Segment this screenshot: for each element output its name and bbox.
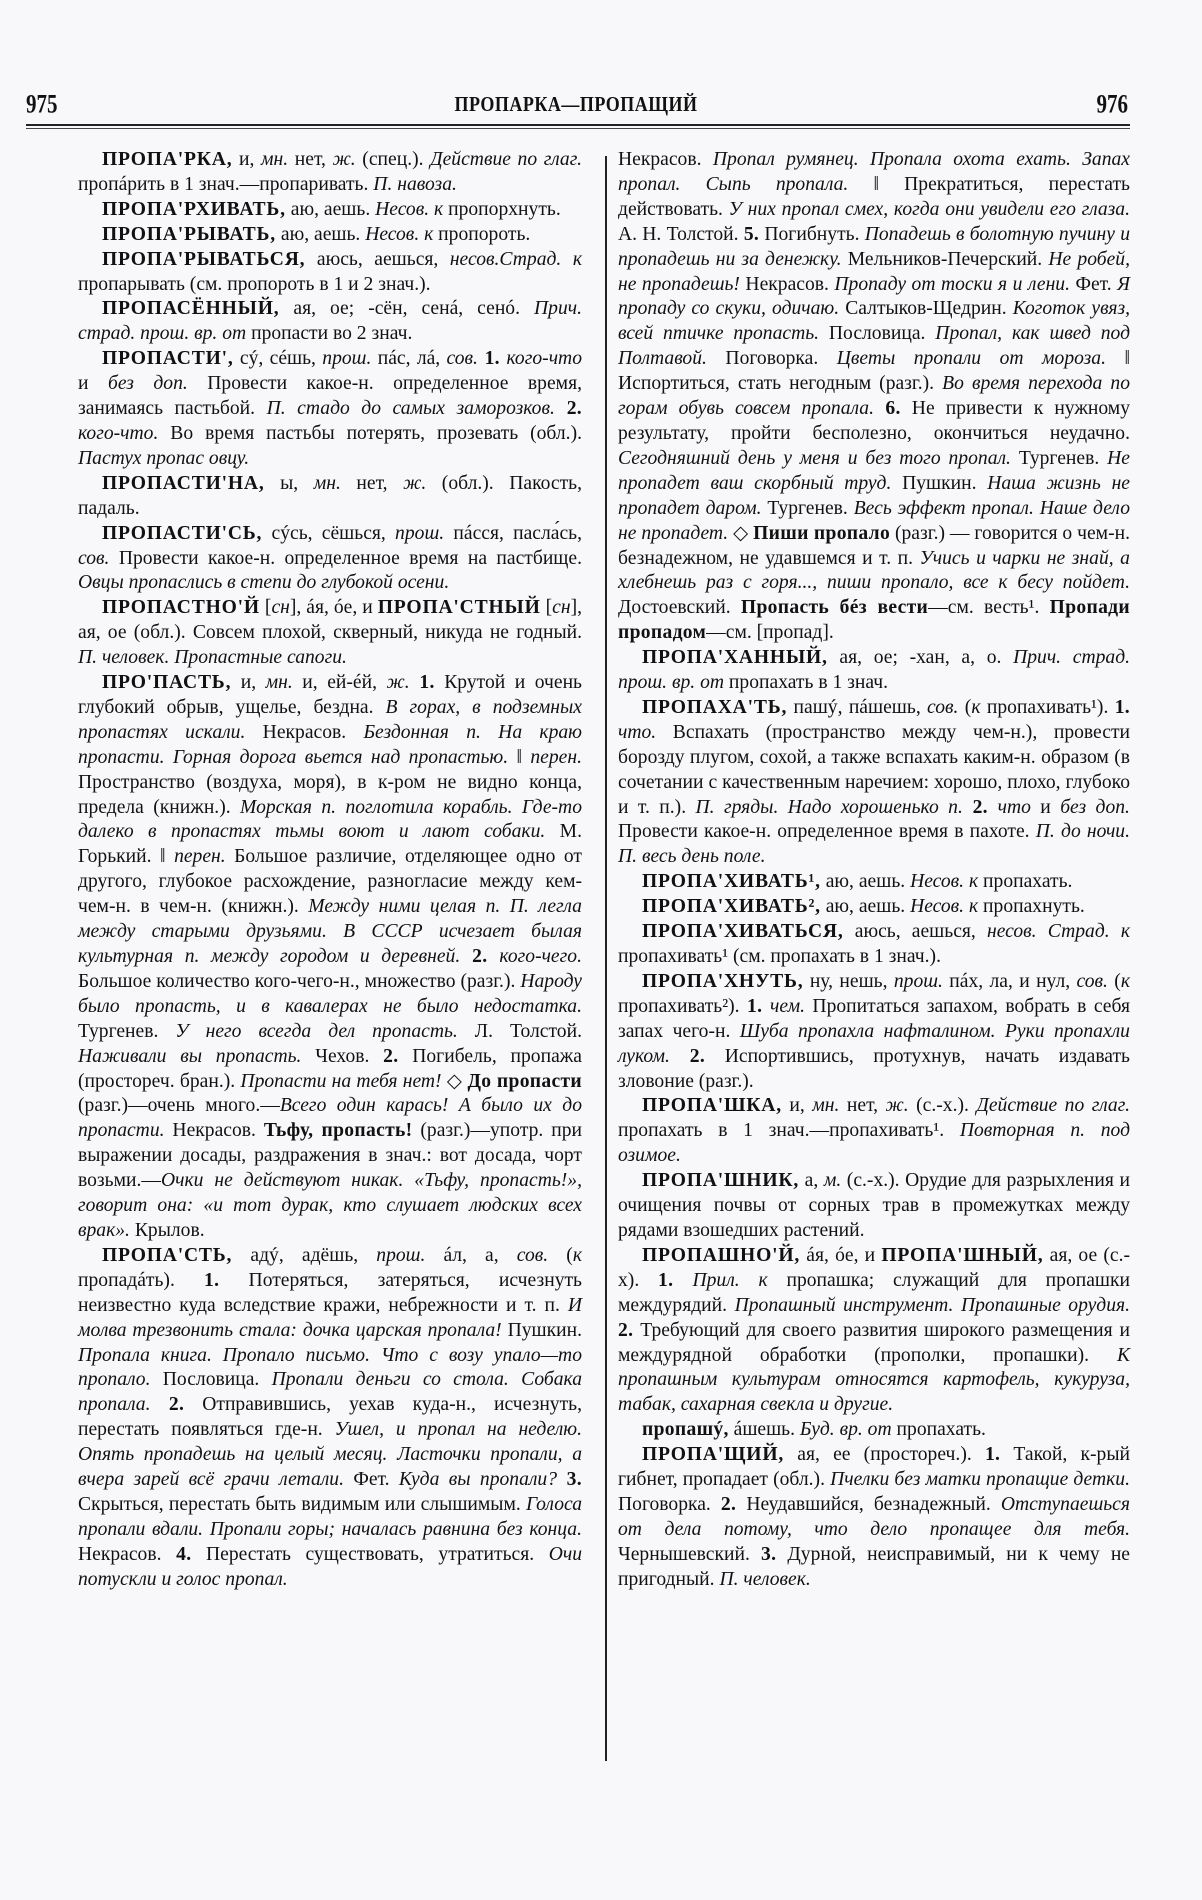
headword: ПРОПА'РЫВАТЬСЯ, [102, 248, 306, 270]
entry-text: Во время пастьбы потерять, прозевать (обл.). [158, 422, 582, 444]
dictionary-entry [78, 297, 582, 347]
headword: ПРОПАСТИ', [102, 348, 234, 370]
entry-text: П. навоза. [373, 173, 457, 195]
dictionary-entry [618, 870, 1130, 895]
entry-text: пашý, пáшешь, [787, 696, 928, 718]
entry-text: сов. [1076, 970, 1108, 992]
entry-text: пропахать. [978, 871, 1073, 893]
entry-text: аюсь, аешься, [843, 921, 987, 943]
entry-text: —см. весть¹. [928, 597, 1050, 619]
entry-text: Наша жизнь не пропадет даром. [618, 472, 1130, 519]
entry-text: пáх, ла, и нул, [942, 970, 1077, 992]
entry-text: мн. [812, 1095, 840, 1117]
entry-text: 6. [873, 398, 901, 420]
entry-text: Большое количество кого-чего-н., множество (разг.). [78, 970, 521, 992]
entry-text: ◇ [441, 1070, 468, 1092]
entry-text: Поговорка. [618, 1493, 721, 1515]
entry-text: Крылов. [129, 1219, 205, 1241]
dictionary-entry [618, 970, 1130, 1095]
headword: ПРОПАШНО'Й, [642, 1244, 801, 1266]
entry-text: и, [781, 1095, 813, 1117]
entry-text: —см. [пропад]. [706, 622, 834, 644]
entry-text: Пушкин. [501, 1319, 582, 1341]
entry-text: адý, адёшь, [232, 1244, 377, 1266]
entry-text: перен. [530, 746, 582, 768]
entry-text: и, ей-éй, [292, 672, 387, 694]
entry-text: Достоевский. [618, 597, 741, 619]
entry-text: пропахивать¹). [980, 696, 1115, 718]
entry-text: Пословица. [819, 323, 936, 345]
entry-text: Отправившись, уехав куда-н., исчезнуть, перестать появляться где-н. [78, 1394, 583, 1441]
entry-text: к [1120, 970, 1130, 992]
dictionary-entry [78, 223, 582, 248]
entry-text: прош. [376, 1244, 426, 1266]
entry-text: (спец.). [355, 149, 431, 170]
entry-text: ая, ое; -сён, сенá, сенó. [279, 298, 534, 320]
entry-text: Провести какое-н. определенное время на пастбище. [109, 547, 582, 569]
entry-text: ая, ее (простореч.). [784, 1444, 985, 1466]
entry-text: кого-что. [78, 422, 159, 444]
entry-text: Поговорка. [706, 348, 837, 370]
entry-text: (разг.) — говорится о чем-н. безнадежном, не удавшемся и т. п. [618, 522, 1130, 569]
entry-text: Испортившись, протухнув, начать издавать зловоние (разг.). [618, 1045, 1130, 1092]
entry-text: Народу было пропасть, и в кавалерах не было недостатка. [78, 970, 582, 1017]
entry-text: Некрасов. [618, 149, 713, 170]
entry-text: Пословица. [150, 1369, 272, 1391]
entry-text: В горах, в подземных пропастях искали. [78, 696, 582, 743]
entry-text: Пространство (воздуха, моря), в к-ром не видно конца, предела (книжн.). [78, 771, 582, 818]
entry-text: У него всегда дел пропасть. [175, 1020, 458, 1042]
entry-text: пропахать в 1 знач.—пропахивать¹. [618, 1120, 960, 1142]
entry-text: 4. [176, 1543, 192, 1565]
entry-text: Пропади пропадом [618, 597, 1130, 644]
entry-text: Пропал, как швед под Полтавой. [618, 323, 1130, 370]
entry-text: Овцы пропаслись в степи до глубокой осени. [78, 572, 450, 594]
entry-text: ◇ [728, 522, 754, 544]
entry-text: Очи потускли и голос пропал. [78, 1543, 583, 1590]
entry-text: Прич. страд. прош. вр. от [78, 298, 582, 345]
entry-text: к [572, 1244, 582, 1266]
dictionary-entry [78, 472, 582, 522]
entry-text: 2. [460, 946, 500, 967]
entry-text: М. Горький. ‖ [78, 821, 582, 868]
entry-text: Пропал румянец. Пропала охота ехать. Запах пропал. Сыпь пропала. [618, 149, 1130, 195]
dictionary-entry [618, 1244, 1130, 1418]
entry-text: Дурной, неисправимый, ни к чему не пригодный. [618, 1543, 1130, 1590]
entry-text: [ [259, 597, 272, 619]
entry-text: Очки не действуют никак. «Тьфу, пропасть!», говорит она: «и тот дурак, кто слушает людских всех врак». [78, 1170, 582, 1241]
entry-text: аю, аешь. [820, 871, 911, 893]
entry-text: пропороть. [433, 223, 531, 245]
dictionary-entry [78, 347, 582, 472]
entry-text: ж. [885, 1095, 909, 1117]
headword: ПРОПА'ХИВАТЬ¹, [642, 871, 821, 893]
entry-text: Неудавшийся, безнадежный. [736, 1493, 1001, 1515]
entry-text: сов. [78, 547, 110, 569]
entry-text: 5. [743, 223, 760, 245]
dictionary-entry [618, 148, 1130, 646]
entry-text: Вспахать (пространство между чем-н.), провести борозду плугом, сохой, а также вспахать каким-н. образом (в сочетании с качественным наречием: хорошо, плохо, глубоко и т. п.). [618, 721, 1130, 818]
entry-text: ая, ое (с.-х). [618, 1244, 1130, 1291]
entry-text: Я пропаду со скуки, одичаю. [618, 273, 1130, 320]
page-header [26, 86, 1126, 126]
entry-text: а, [799, 1170, 824, 1192]
entry-text: Некрасов. [78, 1543, 177, 1565]
entry-text: И молва трезвонить стала: дочка царская пропала! [78, 1294, 582, 1341]
dictionary-entry [78, 596, 582, 671]
dictionary-entry [78, 671, 582, 1244]
headword: ПРОПА'ХАННЫЙ, [642, 647, 828, 669]
entry-text: аю, аешь. [275, 223, 366, 245]
entry-text: Пушкин. [891, 472, 988, 494]
entry-text: Не робей, не пропадешь! [618, 248, 1131, 295]
entry-text: ы, [264, 472, 314, 494]
entry-text: П. до ночи. П. весь день поле. [618, 821, 1130, 868]
headword: ПРОПА'СТЬ, [102, 1244, 233, 1266]
entry-text: Мельников-Печерский. [841, 248, 1049, 270]
dictionary-entry [618, 646, 1130, 696]
entry-text: Провести какое-н. определенное время в пахоте. [618, 821, 1036, 843]
entry-text: 3. [557, 1469, 582, 1491]
entry-text: сн [552, 597, 571, 619]
dictionary-entry [78, 198, 582, 223]
headword: ПРОПА'СТНЫЙ [377, 597, 541, 619]
header-rule [26, 124, 1130, 126]
dictionary-entry [618, 696, 1130, 870]
entry-text: Коготок увяз, всей птичке пропасть. [618, 298, 1131, 345]
entry-text: пропорхнуть. [443, 198, 561, 220]
entry-text: Куда вы пропали? [398, 1469, 558, 1491]
entry-text: сýсь, сёшься, [262, 522, 396, 544]
entry-text: П. стадо до самых заморозков. [266, 398, 555, 420]
entry-text: Пропасти на тебя нет! [240, 1070, 442, 1092]
entry-text: áл, а, [425, 1244, 517, 1266]
entry-text: пропахивать²). [618, 995, 747, 1017]
entry-text: ( [548, 1244, 573, 1266]
entry-text: кого-чего. [499, 946, 582, 967]
entry-text: Шуба пропахла нафталином. Руки пропахли луком. [618, 1020, 1130, 1067]
entry-text: 1. [477, 348, 507, 370]
entry-text: пропахивать¹ (см. пропахать в 1 знач.). [618, 946, 941, 967]
headword: ПРОПАСТИ'СЬ, [102, 522, 263, 544]
dictionary-entry [78, 148, 582, 198]
entry-text: ‖ Прекратиться, перестать действовать. [618, 173, 1130, 220]
entry-text: Салтыков-Щедрин. [839, 298, 1013, 320]
entry-text: пáсся, пасла́сь, [444, 522, 582, 544]
entry-text: прош. [322, 348, 372, 370]
entry-text: что. [618, 721, 657, 743]
dictionary-entry [618, 895, 1130, 920]
entry-text: Несов. к [910, 896, 979, 918]
entry-text: пропарывать (см. пропороть в 1 и 2 знач.). [78, 273, 431, 295]
entry-text: и [1030, 796, 1061, 818]
entry-text: Прил. к [692, 1269, 768, 1291]
entry-text: Пропали деньги со стола. Собака пропала. [78, 1369, 582, 1416]
entry-text: Такой, к-рый гибнет, пропадает (обл.). [618, 1444, 1130, 1491]
headword: ПРОПАСТНО'Й [102, 597, 260, 619]
entry-text: ], ая, ое (обл.). Совсем плохой, скверный, никуда не годный. [78, 597, 582, 644]
entry-text: Чехов. [301, 1045, 384, 1067]
entry-text: сн [271, 597, 290, 619]
entry-text: ж. [332, 149, 356, 170]
entry-text: 2. [669, 1045, 706, 1067]
entry-text: Некрасов. [739, 273, 835, 295]
entry-text: Фет. [1070, 273, 1118, 295]
entry-text: перен. [174, 846, 226, 868]
entry-text: м. [823, 1170, 842, 1192]
entry-text: пропáрить в 1 знач.—пропаривать. [78, 173, 374, 195]
entry-text: áя, óе, и [800, 1244, 882, 1266]
column-right [618, 148, 1130, 1593]
entry-text: Морская п. поглотила корабль. Где-то далеко в пропастях тьмы воют и лают собаки. [78, 796, 582, 843]
headword: ПРОПА'ХИВАТЬ², [642, 896, 821, 918]
entry-text: пропахать в 1 знач. [724, 672, 889, 694]
headword: ПРОПАСЁННЫЙ, [102, 298, 280, 320]
headword: ПРОПАСТИ'НА, [102, 472, 265, 494]
entry-text: У них пропал смех, когда они увидели его глаза. [728, 198, 1130, 220]
entry-text: к [971, 696, 981, 718]
column-divider [605, 156, 607, 1761]
entry-text: áшешь. [728, 1419, 800, 1441]
entry-text: Бездонная п. На краю пропасти. Горная дорога вьется над пропастью. [78, 721, 582, 768]
entry-text: Между ними целая п. П. легла между старыми друзьями. В СССР исчезает былая культурная п. между городом и деревней. [78, 896, 582, 967]
entry-text: Сегодняшний день у меня и без того пропал. [618, 447, 1011, 469]
entry-text: Во время перехода по горам обувь совсем пропала. [618, 373, 1130, 420]
entry-text: (разг.)—очень много.— [78, 1095, 280, 1117]
entry-text: Прич. страд. прош. вр. от [618, 647, 1131, 694]
entry-text: ж. [386, 672, 410, 694]
entry-text: несов. Страд. к [987, 921, 1130, 943]
dictionary-entry [78, 522, 582, 597]
entry-text: нет, [288, 149, 333, 170]
entry-text: пропадáть). [78, 1269, 205, 1291]
entry-text: ( [958, 696, 972, 718]
entry-text: Большое различие, отделяющее одно от другого, глубокое расхождение, разногласие между кем-чем-н. в чем-н. (книжн.). [78, 846, 582, 918]
entry-text: Повторная п. под озимое. [618, 1120, 1130, 1167]
entry-text: и, [232, 149, 262, 170]
entry-text: пáс, лá, [371, 348, 447, 370]
entry-text: 2. [150, 1394, 185, 1416]
entry-text: Фет. [343, 1469, 399, 1491]
entry-text: 1. [1114, 696, 1130, 718]
entry-text: Пастух пропас овцу. [78, 447, 250, 469]
entry-text: Тургенев. [761, 497, 854, 519]
entry-text: 2. [383, 1045, 399, 1067]
entry-text: Пчелки без матки пропащие детки. [830, 1469, 1130, 1491]
headword: ПРОПА'ШНИК, [642, 1170, 800, 1192]
entry-text: (разг.)—употр. при выражении досады, раздражения в знач.: вот досада, чорт возьми.— [78, 1120, 582, 1192]
entry-text: Не привести к нужному результату, пройти бесполезно, окончиться неудачно. [618, 398, 1130, 444]
entry-text: Провести какое-н. определенное время, занимаясь пастьбой. [78, 373, 582, 420]
entry-text: пропашка; служащий для пропашки междурядий. [618, 1269, 1131, 1316]
page-number-right: 976 [1096, 88, 1128, 119]
entry-text: прош. [395, 522, 445, 544]
entry-text: Несов. к [365, 223, 434, 245]
entry-text: Буд. вр. от [799, 1419, 892, 1441]
headword: ПРОПАХА'ТЬ, [642, 696, 788, 718]
headword: ПРОПА'РХИВАТЬ, [102, 198, 286, 220]
entry-text: Всего один карась! А было их до пропасти. [78, 1095, 583, 1142]
entry-text: что [997, 796, 1031, 818]
entry-text: кого-что [506, 348, 582, 370]
entry-text: Потеряться, затеряться, исчезнуть неизвестно куда вследствие кражи, небрежности и т. п. [78, 1269, 582, 1316]
entry-text: Наживали вы пропасть. [78, 1045, 302, 1067]
entry-text: ], áя, óе, и [289, 597, 378, 619]
dictionary-entry [618, 1443, 1130, 1592]
entry-text: сý, сéшь, [233, 348, 323, 370]
entry-text: Действие по глаг. [976, 1095, 1130, 1117]
entry-text: ‖ [508, 746, 531, 768]
page-number-left: 975 [26, 88, 58, 119]
entry-text: мн. [265, 672, 293, 694]
entry-text: 2. [554, 398, 582, 420]
headword: ПРОПА'ШКА, [642, 1095, 782, 1117]
entry-text: аю, аешь. [285, 198, 376, 220]
entry-text: аюсь, аешься, [305, 248, 450, 270]
entry-text: Пропашный инструмент. Пропашные орудия. [734, 1294, 1131, 1316]
entry-text: 1. [746, 995, 771, 1017]
entry-text: несов.Страд. к [449, 248, 582, 270]
entry-text: (обл.). Пакость, падаль. [78, 472, 583, 519]
entry-text: Несов. к [910, 871, 979, 893]
entry-text: Погибель, пропажа (простореч. бран.). [78, 1045, 582, 1092]
entry-text: Пропитаться запахом, вобрать в себя запах чего-н. [618, 995, 1130, 1042]
entry-text: нет, [839, 1095, 886, 1117]
entry-text: (с.-х.). Орудие для разрыхления и очищения почвы от сорных трав в промежутках между рядами взошедших растений. [618, 1170, 1130, 1241]
headword: ПРОПА'ЩИЙ, [642, 1444, 785, 1466]
entry-text: Тургенев. [1010, 447, 1108, 469]
entry-text: сов. [516, 1244, 549, 1266]
entry-text: Ушел, и пропал на неделю. Опять пропадешь на целый месяц. Ласточки пропали, а вчера зарей всё грачи летали. [78, 1419, 582, 1491]
entry-text: сов. [446, 348, 478, 370]
entry-text: 1. [409, 672, 435, 694]
dictionary-entry [618, 1418, 1130, 1443]
entry-text: 1. [658, 1269, 693, 1291]
entry-text: Действие по глаг. [430, 149, 583, 170]
entry-text: П. гряды. Надо хорошенько п. [695, 796, 963, 818]
header-rule-thin [26, 128, 1130, 129]
entry-text: ну, нешь, [803, 970, 894, 992]
entry-text: Цветы пропали от мороза. [836, 348, 1106, 370]
entry-text: П. человек. Пропастные сапоги. [78, 647, 347, 669]
entry-text: 2. [962, 796, 998, 818]
entry-text: Голоса пропали вдали. Пропали горы; началась равнина без конца. [78, 1493, 582, 1540]
entry-text: До пропасти [467, 1070, 583, 1092]
entry-text: без доп. [1060, 796, 1130, 818]
headword: ПРОПА'РКА, [102, 149, 233, 170]
entry-text: Пропаду от тоски я и лени. [834, 273, 1070, 295]
headword: ПРО'ПАСТЬ, [102, 672, 232, 694]
entry-text: без доп. [107, 373, 188, 395]
entry-text: пропасти во 2 знач. [246, 323, 413, 345]
entry-text: К пропашным культурам относятся картофель, кукуруза, табак, сахарная свекла и другие. [618, 1344, 1130, 1416]
entry-text: Учись и чарки не знай, а хлебнешь раз с горя..., пиши пропало, все к бесу пойдет. [618, 547, 1130, 594]
entry-text: ( [1107, 970, 1121, 992]
entry-text: Л. Толстой. [457, 1020, 582, 1042]
entry-text: Требующий для своего развития широкого размещения и междурядной обработки (прополки, пропашки). [618, 1319, 1130, 1366]
entry-text: Тургенев. [78, 1020, 176, 1042]
entry-text: 2. [720, 1493, 737, 1515]
dictionary-entry [618, 1094, 1130, 1169]
entry-text: Отступаешься от дела потому, что дело пропащее для тебя. [618, 1493, 1130, 1540]
column-left [78, 148, 582, 1593]
entry-text: и [78, 373, 108, 395]
entry-text: и, [231, 672, 266, 694]
entry-text: П. человек. [719, 1568, 811, 1590]
entry-text: Пропасть бéз вести [740, 597, 929, 619]
running-title: ПРОПАРКА—ПРОПАЩИЙ [454, 91, 698, 116]
entry-text: Не пропадет ваш скорбный труд. [618, 447, 1130, 494]
dictionary-entry [78, 248, 582, 298]
entry-text: сов. [927, 696, 959, 718]
dictionary-entry [618, 1169, 1130, 1244]
headword: ПРОПА'РЫВАТЬ, [102, 223, 276, 245]
entry-text: Тьфу, пропасть! [263, 1120, 413, 1142]
entry-text: прош. [893, 970, 943, 992]
entry-text: ‖ Испортиться, стать негодным (разг.). [618, 348, 1130, 395]
entry-text: пропахать. [891, 1419, 986, 1441]
entry-text: Погибнуть. [759, 223, 865, 245]
entry-text: Пропала книга. Пропало письмо. Что с возу упало—то пропало. [78, 1344, 582, 1391]
entry-text: Попадешь в болотную пучину и пропадешь ни за денежку. [618, 223, 1130, 270]
entry-text: Крутой и очень глубокий обрыв, ущелье, бездна. [78, 672, 582, 718]
entry-text: мн. [261, 149, 289, 170]
entry-text: Пиши пропало [753, 522, 891, 544]
entry-text: 1. [204, 1269, 220, 1291]
entry-text: Некрасов. [164, 1120, 264, 1142]
headword: ПРОПА'ХНУТЬ, [642, 970, 804, 992]
entry-text: Перестать существовать, утратиться. [191, 1543, 549, 1565]
entry-text: А. Н. Толстой. [618, 223, 744, 245]
entry-text: 1. [984, 1444, 1001, 1466]
entry-text: Скрыться, перестать быть видимым или слышимым. [78, 1493, 526, 1515]
entry-text: пропашý, [642, 1419, 729, 1441]
entry-text: 2. [618, 1319, 634, 1341]
entry-text: чем. [770, 995, 805, 1017]
entry-text: ая, ое; -хан, а, о. [827, 647, 1014, 669]
entry-text: нет, [340, 472, 404, 494]
dictionary-entry [78, 1244, 582, 1593]
entry-text: ж. [403, 472, 427, 494]
entry-text: мн. [313, 472, 341, 494]
entry-text: [ [540, 597, 553, 619]
entry-text: Некрасов. [245, 721, 364, 743]
headword: ПРОПА'ХИВАТЬСЯ, [642, 921, 844, 943]
headword: ПРОПА'ШНЫЙ, [881, 1244, 1044, 1266]
entry-text: Весь эффект пропал. Наше дело не пропадет. [618, 497, 1130, 544]
entry-text: Несов. к [375, 198, 444, 220]
entry-text: аю, аешь. [820, 896, 911, 918]
entry-text: пропахнуть. [978, 896, 1085, 918]
entry-text: Чернышевский. [618, 1543, 761, 1565]
dictionary-entry [618, 920, 1130, 970]
entry-text: 3. [761, 1543, 777, 1565]
entry-text: (с.-х.). [908, 1095, 977, 1117]
